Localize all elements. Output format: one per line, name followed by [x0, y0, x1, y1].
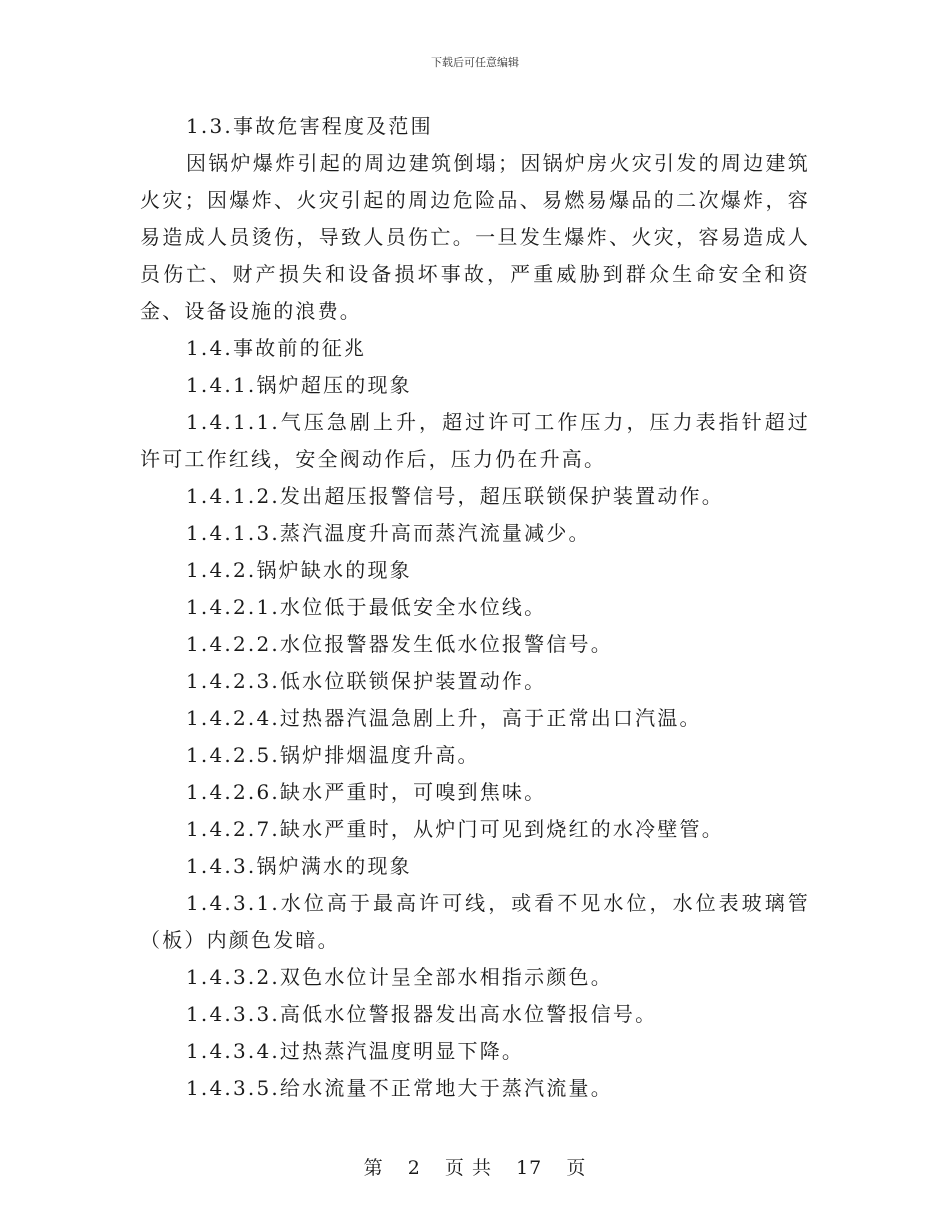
list-item: 1.4.2.7.缺水严重时，从炉门可见到烧红的水冷壁管。	[186, 817, 724, 841]
list-item: 1.4.3.4.过热蒸汽温度明显下降。	[186, 1039, 525, 1063]
footer-middle: 页 共	[444, 1157, 492, 1179]
subsection-heading-1-4-3: 1.4.3.锅炉满水的现象	[186, 854, 412, 878]
list-item: 1.4.2.5.锅炉排烟温度升高。	[186, 743, 480, 767]
list-item: 1.4.1.1.气压急剧上升，超过许可工作压力，压力表指针超过许可工作红线，安全阀动作后，压力仍在升高。	[140, 410, 810, 471]
document-body	[140, 108, 810, 1107]
footer-prefix: 第	[363, 1157, 384, 1179]
subsection-heading-1-4-1: 1.4.1.锅炉超压的现象	[186, 373, 412, 397]
subsection-heading-1-4-2: 1.4.2.锅炉缺水的现象	[186, 558, 412, 582]
list-item: 1.4.2.6.缺水严重时，可嗅到焦味。	[186, 780, 547, 804]
page-footer	[0, 1153, 950, 1180]
footer-suffix: 页	[566, 1157, 587, 1179]
list-item: 1.4.2.4.过热器汽温急剧上升，高于正常出口汽温。	[186, 706, 702, 730]
list-item: 1.4.2.1.水位低于最低安全水位线。	[186, 595, 547, 619]
section-heading-1-3: 1.3.事故危害程度及范围	[186, 114, 433, 138]
list-item: 1.4.2.2.水位报警器发生低水位报警信号。	[186, 632, 613, 656]
list-item: 1.4.1.3.蒸汽温度升高而蒸汽流量减少。	[186, 521, 591, 545]
page-header: 下载后可任意编辑	[431, 56, 519, 69]
list-item: 1.4.3.5.给水流量不正常地大于蒸汽流量。	[186, 1076, 613, 1100]
list-item: 1.4.3.1.水位高于最高许可线，或看不见水位，水位表玻璃管（板）内颜色发暗。	[140, 891, 810, 952]
list-item: 1.4.3.2.双色水位计呈全部水相指示颜色。	[186, 965, 613, 989]
section-heading-1-4: 1.4.事故前的征兆	[186, 336, 367, 360]
list-item: 1.4.3.3.高低水位警报器发出高水位警报信号。	[186, 1002, 658, 1026]
paragraph-hazard-scope: 因锅炉爆炸引起的周边建筑倒塌；因锅炉房火灾引发的周边建筑火灾；因爆炸、火灾引起的周边危险品、易燃易爆品的二次爆炸，容易造成人员烫伤，导致人员伤亡。一旦发生爆炸、火灾，容易造成人员伤亡、财产损失和设备损坏事故，严重威胁到群众生命安全和资金、设备设施的浪费。	[140, 151, 810, 323]
list-item: 1.4.1.2.发出超压报警信号，超压联锁保护装置动作。	[186, 484, 724, 508]
list-item: 1.4.2.3.低水位联锁保护装置动作。	[186, 669, 547, 693]
current-page-number: 2	[407, 1157, 421, 1179]
total-page-count: 17	[516, 1157, 543, 1179]
